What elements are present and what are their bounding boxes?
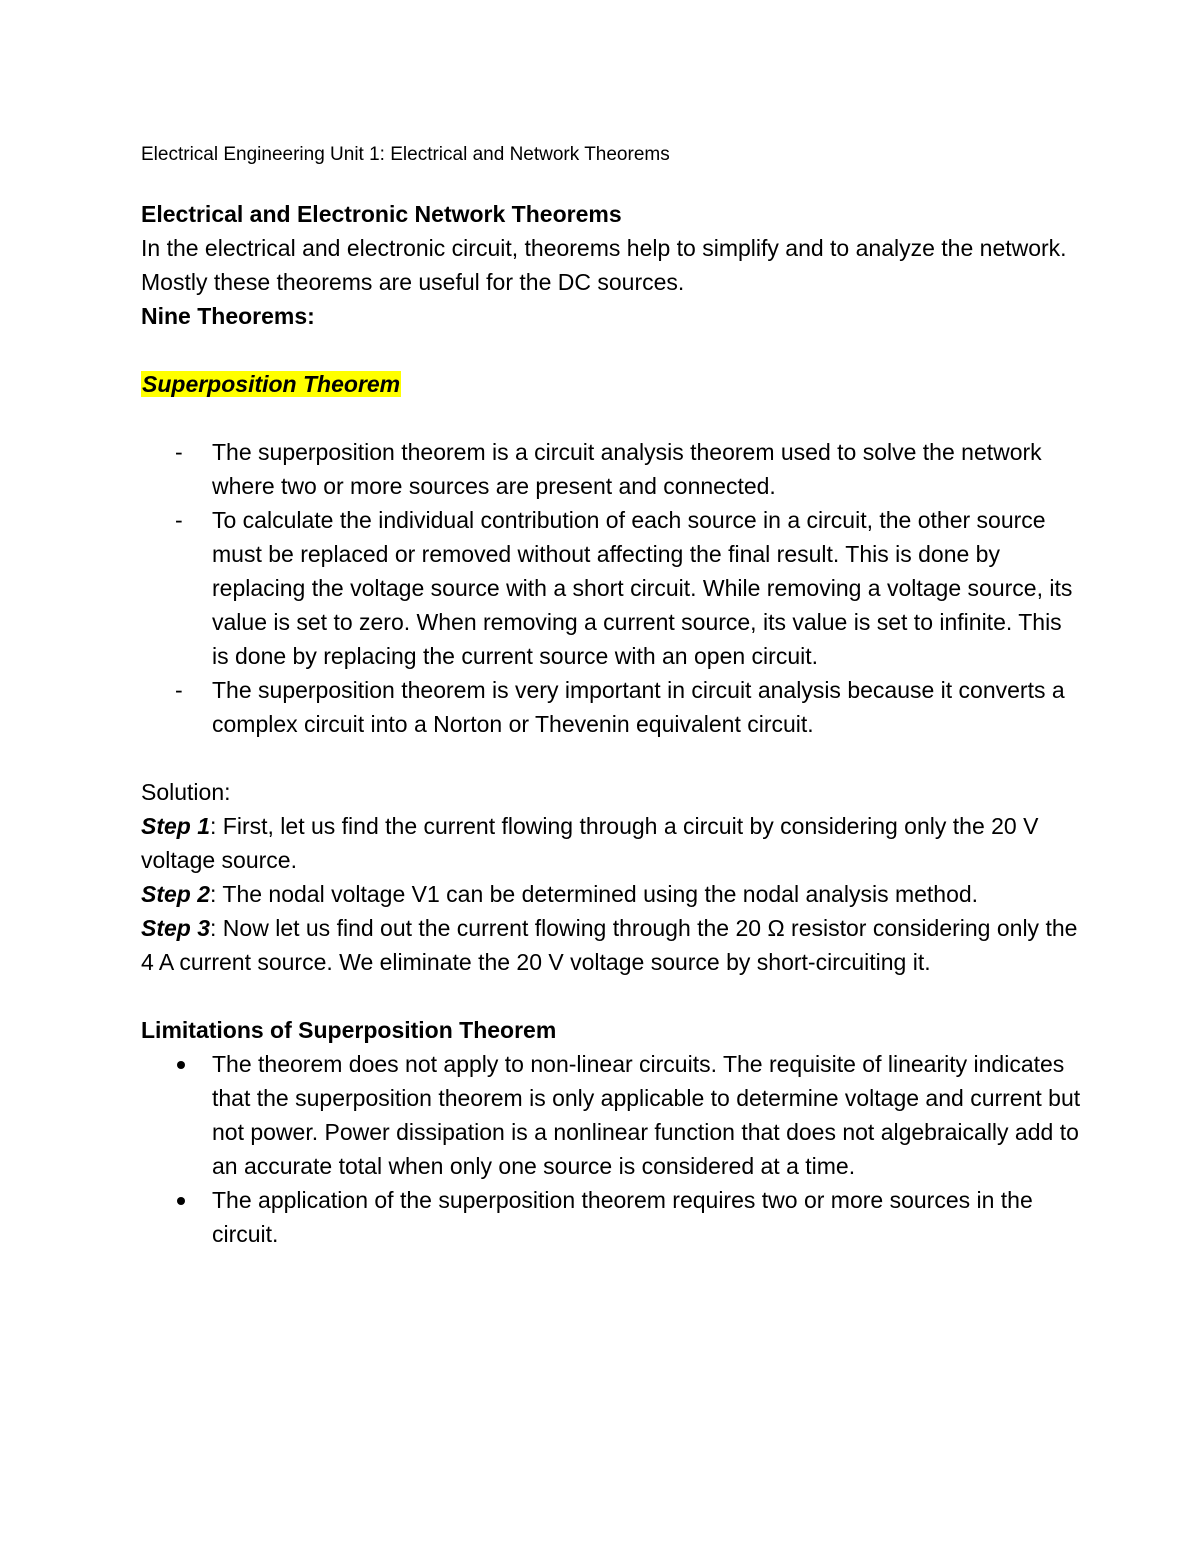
solution-step — [141, 809, 1081, 877]
document-body — [141, 197, 1081, 1251]
bullet-dot-icon — [177, 1061, 185, 1069]
list-item — [141, 1047, 1081, 1183]
list-item-text: To calculate the individual contribution of each source in a circuit, the other source must be replaced or removed without affecting the final result. This is done by replacing the voltage source with a short circuit. While removing a voltage source, its value is set to zero. When removing a current source, its value is set to infinite. This is done by replacing the current source with an open circuit. — [212, 507, 1073, 669]
spacer — [141, 979, 1081, 1013]
list-item-text: The theorem does not apply to non-linear circuits. The requisite of linearity indicates that the superposition theorem is only applicable to determine voltage and current but not power. Power dissipation is a nonlinear function that does not algebraically add to an accurate total when only one source is considered at a time. — [212, 1051, 1081, 1179]
step-label: Step 3 — [141, 915, 211, 941]
nine-theorems-subheading: Nine Theorems: — [141, 303, 315, 329]
superposition-heading: Superposition Theorem — [142, 371, 401, 397]
document-header-title: Electrical Engineering Unit 1: Electrical and Network Theorems — [141, 144, 670, 165]
spacer — [141, 401, 1081, 435]
list-item-text: The superposition theorem is a circuit analysis theorem used to solve the network where two or more sources are present and connected. — [212, 439, 1042, 499]
dash-bullet: - — [175, 677, 183, 703]
list-item — [141, 673, 1081, 741]
step-text: : Now let us find out the current flowing through the 20 Ω resistor considering only the 4 A current source. We eliminate the 20 V voltage source by short-circuiting it. — [141, 915, 1078, 975]
bullet-dot-icon — [177, 1197, 185, 1205]
limitations-list — [141, 1047, 1081, 1251]
spacer — [141, 741, 1081, 775]
step-text: : The nodal voltage V1 can be determined using the nodal analysis method. — [210, 881, 979, 907]
limitations-heading: Limitations of Superposition Theorem — [141, 1017, 557, 1043]
superposition-points-list — [141, 435, 1081, 741]
solution-step — [141, 877, 1081, 911]
intro-paragraph: In the electrical and electronic circuit, theorems help to simplify and to analyze the network. Mostly these theorems are useful for the DC sources. — [141, 235, 1067, 295]
list-item-text: The superposition theorem is very important in circuit analysis because it converts a complex circuit into a Norton or Thevenin equivalent circuit. — [212, 677, 1065, 737]
intro-heading: Electrical and Electronic Network Theorems — [141, 201, 622, 227]
list-item — [141, 435, 1081, 503]
dash-bullet: - — [175, 507, 183, 533]
superposition-heading-line — [141, 367, 1081, 401]
dash-bullet: - — [175, 439, 183, 465]
solution-label: Solution: — [141, 779, 231, 805]
step-label: Step 2 — [141, 881, 211, 907]
list-item — [141, 1183, 1081, 1251]
list-item-text: The application of the superposition theorem requires two or more sources in the circuit. — [212, 1187, 1033, 1247]
step-text: : First, let us find the current flowing through a circuit by considering only the 20 V voltage source. — [141, 813, 1039, 873]
spacer — [141, 333, 1081, 367]
solution-step — [141, 911, 1081, 979]
step-label: Step 1 — [141, 813, 211, 839]
list-item — [141, 503, 1081, 673]
